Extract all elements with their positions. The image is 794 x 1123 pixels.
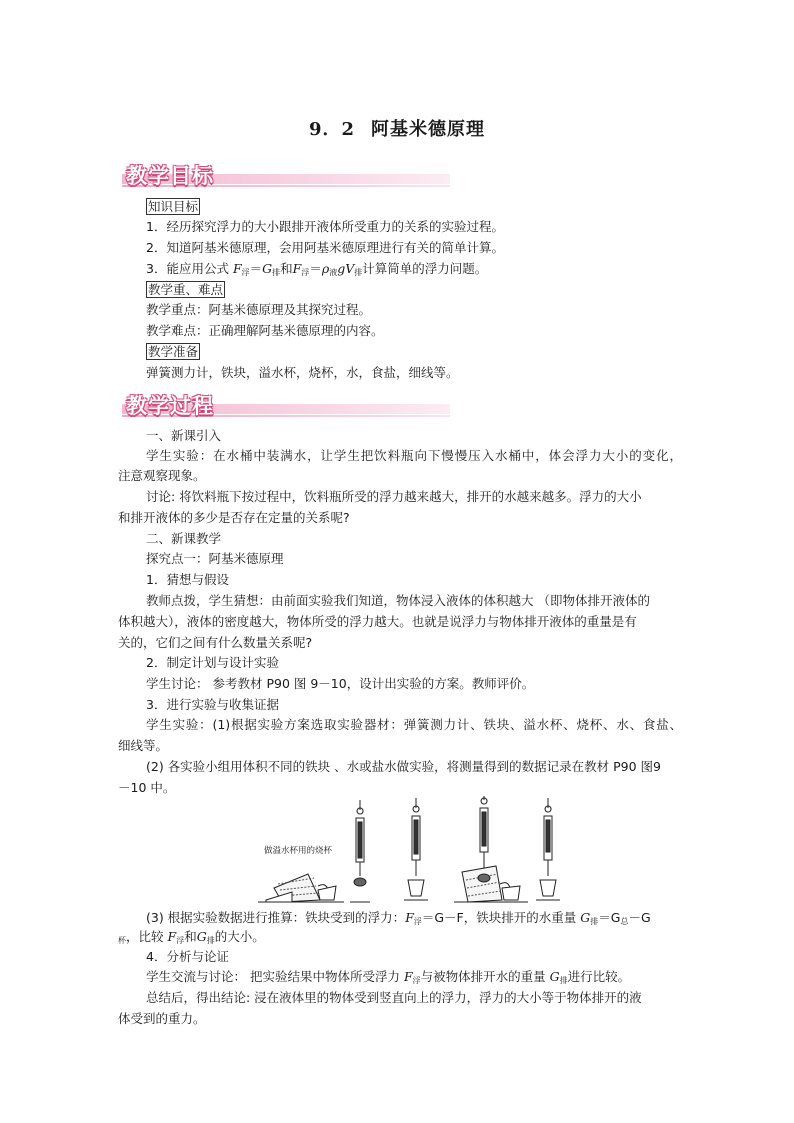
paragraph: －10 中。 xyxy=(118,780,176,795)
page-title: 9．2 阿基米德原理 xyxy=(308,119,486,140)
goal-item-formula: 3．能应用公式 $F_浮=G_排$和$F_浮=\rho_液gV_排$计算简单的浮力问题。 xyxy=(146,261,488,277)
paragraph: 学生实验：在水桶中装满水，让学生把饮料瓶向下慢慢压入水桶中，体会浮力大小的变化， xyxy=(146,448,682,463)
paragraph: 教师点拨，学生猜想：由前面实验我们知道，物体浸入液体的体积越大 （即物体排开液体的 xyxy=(146,593,650,608)
paragraph: 2．制定计划与设计实验 xyxy=(146,655,279,670)
section-title-process: 教学过程 xyxy=(126,394,214,418)
paragraph: 关的，它们之间有什么数量关系呢? xyxy=(118,635,313,650)
section-banner-process xyxy=(122,390,450,420)
key-points-label: 教学重、难点 xyxy=(148,282,224,297)
goal-item: 2．知道阿基米德原理，会用阿基米德原理进行有关的简单计算。 xyxy=(146,240,504,255)
paragraph: 学生讨论： 参考教材 P90 图 9－10，设计出实验的方案。教师评价。 xyxy=(146,676,535,691)
goal-item: 1．经历探究浮力的大小跟排开液体所受重力的关系的实验过程。 xyxy=(146,219,504,234)
paragraph: 讨论: 将饮料瓶下按过程中，饮料瓶所受的浮力越来越大，排开的水越来越多。浮力的大小 xyxy=(146,489,642,504)
paragraph-formula: 学生交流与讨论： 把实验结果中物体所受浮力 $F_浮$与被物体排开水的重量 $G_排$进行比较。 xyxy=(146,969,631,985)
paragraph: 总结后，得出结论: 浸在液体里的物体受到竖直向上的浮力，浮力的大小等于物体排开的液 xyxy=(146,990,642,1005)
paragraph: 和排开液体的多少是否存在定量的关系呢? xyxy=(118,510,350,525)
paragraph: (2) 各实验小组用体积不同的铁块 、水或盐水做实验，将测量得到的数据记录在教材 P90 图9 xyxy=(146,759,661,774)
section-banner-goals xyxy=(122,160,450,190)
difficult-point: 教学难点：正确理解阿基米德原理的内容。 xyxy=(146,323,384,338)
knowledge-label: 知识目标 xyxy=(148,199,199,214)
section-title-goals: 教学目标 xyxy=(126,164,214,188)
paragraph: 4．分析与论证 xyxy=(146,949,229,964)
paragraph-formula: $_杯$，比较 $F_浮$和$G_排$的大小。 xyxy=(118,929,265,945)
key-point: 教学重点：阿基米德原理及其探究过程。 xyxy=(146,302,372,317)
paragraph: 体积越大），液体的密度越大，物体所受的浮力越大。也就是说浮力与物体排开液体的重量是有 xyxy=(118,614,637,629)
experiment-figure xyxy=(258,796,562,908)
paragraph: 注意观察现象。 xyxy=(118,468,206,483)
paragraph: 1．猜想与假设 xyxy=(146,572,229,587)
paragraph: 3．进行实验与收集证据 xyxy=(146,697,279,712)
prep-label: 教学准备 xyxy=(148,344,199,359)
figure-caption: 做溢水杯用的烧杯 xyxy=(264,846,333,856)
prep-materials: 弹簧测力计，铁块，溢水杯，烧杯，水，食盐，细线等。 xyxy=(146,365,459,380)
paragraph: 二、新课教学 xyxy=(146,531,222,546)
paragraph: 细线等。 xyxy=(118,738,169,753)
paragraph: 学生实验：(1)根据实验方案选取实验器材：弹簧测力计、铁块、溢水杯、烧杯、水、食盐、 xyxy=(146,717,682,732)
paragraph: 体受到的重力。 xyxy=(118,1011,206,1026)
paragraph-formula: (3) 根据实验数据进行推算：铁块受到的浮力：$F_浮=G-F$，铁块排开的水重量 $G_排=G_总-G$ xyxy=(146,910,651,926)
paragraph: 探究点一：阿基米德原理 xyxy=(146,551,284,566)
paragraph: 一、新课引入 xyxy=(146,428,222,443)
